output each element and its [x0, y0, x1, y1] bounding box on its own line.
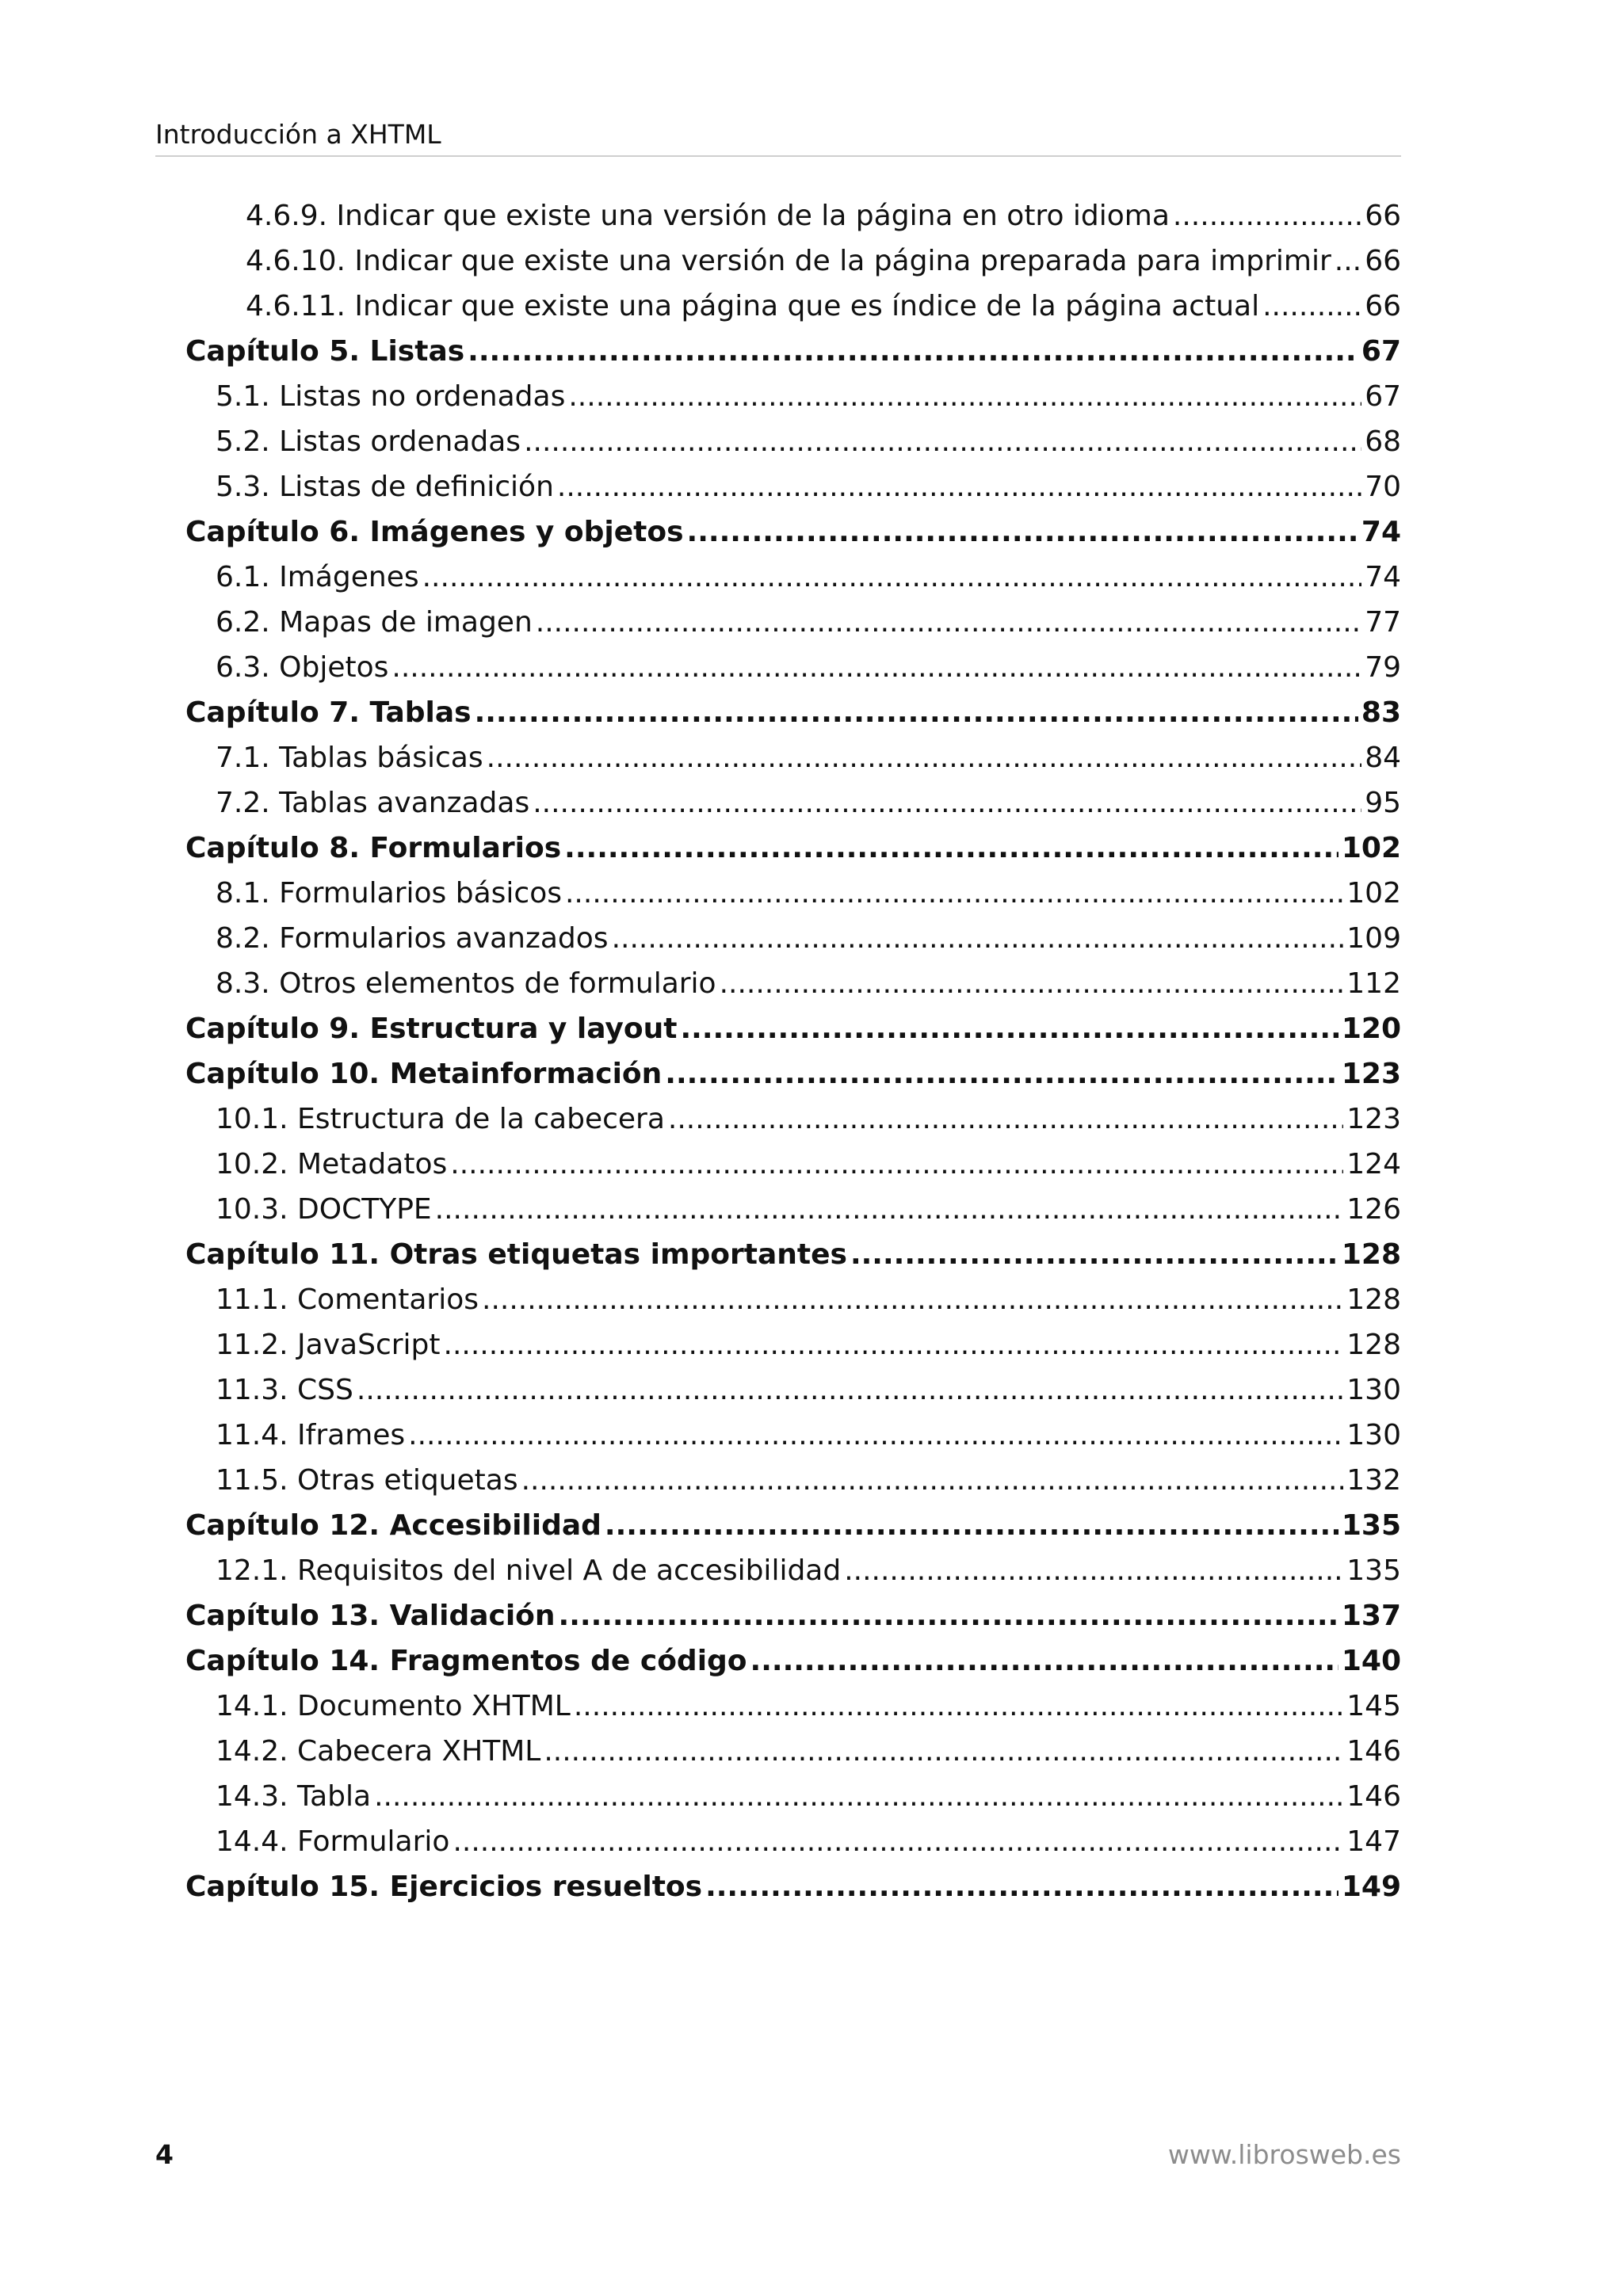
toc-entry-page: 74	[1361, 516, 1401, 548]
toc-dot-leader	[444, 1322, 1344, 1367]
toc-dot-leader	[453, 1819, 1343, 1864]
toc-section-entry[interactable]	[155, 1684, 1401, 1729]
toc-section-entry[interactable]	[155, 1774, 1401, 1819]
toc-chapter-entry[interactable]	[155, 509, 1401, 555]
toc-entry-page: 109	[1346, 922, 1401, 955]
toc-entry-title: 8.2. Formularios avanzados	[216, 922, 609, 955]
toc-chapter-entry[interactable]	[155, 1232, 1401, 1277]
toc-dot-leader	[720, 961, 1344, 1006]
toc-entry-title: 5.1. Listas no ordenadas	[216, 380, 566, 413]
toc-section-entry[interactable]	[155, 735, 1401, 780]
toc-dot-leader	[574, 1684, 1343, 1729]
toc-dot-leader	[487, 735, 1362, 780]
toc-entry-title: Capítulo 15. Ejercicios resueltos	[185, 1871, 703, 1903]
toc-entry-title: 11.3. CSS	[216, 1374, 353, 1406]
toc-entry-page: 102	[1341, 832, 1401, 864]
toc-entry-title: 6.2. Mapas de imagen	[216, 606, 533, 639]
toc-entry-title: 4.6.9. Indicar que existe una versión de la página en otro idioma	[246, 200, 1170, 232]
toc-entry-title: 7.1. Tablas básicas	[216, 742, 483, 774]
toc-dot-leader	[557, 464, 1361, 509]
toc-dot-leader	[680, 1006, 1338, 1051]
toc-dot-leader	[687, 509, 1358, 555]
toc-chapter-entry[interactable]	[155, 329, 1401, 374]
toc-entry-title: Capítulo 9. Estructura y layout	[185, 1013, 678, 1045]
toc-entry-page: 147	[1346, 1825, 1401, 1858]
toc-entry-title: 5.2. Listas ordenadas	[216, 425, 521, 458]
toc-entry-title: 14.4. Formulario	[216, 1825, 450, 1858]
toc-dot-leader	[564, 826, 1338, 871]
toc-entry-page: 67	[1361, 335, 1401, 368]
toc-entry-page: 66	[1365, 200, 1401, 232]
toc-entry-title: Capítulo 11. Otras etiquetas importantes	[185, 1238, 847, 1271]
toc-entry-title: 7.2. Tablas avanzadas	[216, 787, 530, 819]
toc-chapter-entry[interactable]	[155, 690, 1401, 735]
toc-entry-page: 77	[1365, 606, 1401, 639]
toc-entry-title: Capítulo 12. Accesibilidad	[185, 1509, 601, 1542]
toc-entry-page: 126	[1346, 1193, 1401, 1226]
toc-chapter-entry[interactable]	[155, 826, 1401, 871]
toc-entry-page: 145	[1346, 1690, 1401, 1722]
toc-entry-page: 140	[1341, 1645, 1401, 1677]
toc-section-entry[interactable]	[155, 871, 1401, 916]
toc-section-entry[interactable]	[155, 1367, 1401, 1413]
toc-entry-page: 135	[1341, 1509, 1401, 1542]
toc-dot-leader	[468, 329, 1358, 374]
website-link[interactable]: www.librosweb.es	[1167, 2139, 1401, 2170]
toc-entry-page: 70	[1365, 471, 1401, 503]
toc-dot-leader	[391, 645, 1361, 690]
toc-entry-page: 84	[1365, 742, 1401, 774]
toc-section-entry[interactable]	[155, 419, 1401, 464]
toc-entry-page: 132	[1346, 1464, 1401, 1497]
toc-entry-page: 68	[1365, 425, 1401, 458]
toc-dot-leader	[422, 555, 1362, 600]
toc-section-entry[interactable]	[155, 1413, 1401, 1458]
toc-entry-title: 10.1. Estructura de la cabecera	[216, 1103, 665, 1135]
toc-entry-page: 124	[1346, 1148, 1401, 1180]
toc-entry-title: Capítulo 7. Tablas	[185, 696, 472, 729]
toc-section-entry[interactable]	[155, 1458, 1401, 1503]
toc-entry-title: Capítulo 6. Imágenes y objetos	[185, 516, 684, 548]
toc-entry-title: 11.4. Iframes	[216, 1419, 406, 1451]
toc-entry-page: 67	[1365, 380, 1401, 413]
toc-entry-title: 4.6.10. Indicar que existe una versión de la página preparada para imprimir	[246, 245, 1331, 277]
toc-entry-title: 4.6.11. Indicar que existe una página que es índice de la página actual	[246, 290, 1260, 322]
toc-entry-page: 74	[1365, 561, 1401, 593]
toc-section-entry[interactable]	[155, 961, 1401, 1006]
toc-entry-page: 135	[1346, 1554, 1401, 1587]
toc-entry-title: 8.3. Otros elementos de formulario	[216, 967, 716, 1000]
toc-entry-title: Capítulo 13. Validación	[185, 1600, 556, 1632]
toc-entry-title: 10.3. DOCTYPE	[216, 1193, 432, 1226]
toc-dot-leader	[536, 600, 1361, 645]
toc-entry-title: 14.1. Documento XHTML	[216, 1690, 571, 1722]
toc-entry-title: 10.2. Metadatos	[216, 1148, 448, 1180]
toc-section-entry[interactable]	[155, 1322, 1401, 1367]
toc-dot-leader	[521, 1458, 1344, 1503]
toc-entry-page: 123	[1341, 1058, 1401, 1090]
toc-section-entry[interactable]	[155, 1729, 1401, 1774]
toc-dot-leader	[533, 780, 1361, 826]
toc-dot-leader	[1335, 238, 1361, 284]
toc-section-entry[interactable]	[155, 555, 1401, 600]
toc-entry-page: 130	[1346, 1419, 1401, 1451]
toc-section-entry[interactable]	[155, 238, 1401, 284]
toc-section-entry[interactable]	[155, 1548, 1401, 1593]
toc-dot-leader	[435, 1187, 1344, 1232]
toc-entry-title: 8.1. Formularios básicos	[216, 877, 562, 910]
toc-section-entry[interactable]	[155, 284, 1401, 329]
toc-entry-page: 83	[1361, 696, 1401, 729]
toc-chapter-entry[interactable]	[155, 1864, 1401, 1909]
toc-entry-title: 14.3. Tabla	[216, 1780, 372, 1813]
toc-dot-leader	[357, 1367, 1343, 1413]
toc-dot-leader	[612, 916, 1344, 961]
toc-dot-leader	[850, 1232, 1338, 1277]
toc-section-entry[interactable]	[155, 464, 1401, 509]
toc-dot-leader	[1262, 284, 1361, 329]
toc-entry-page: 146	[1346, 1735, 1401, 1768]
toc-entry-page: 112	[1346, 967, 1401, 1000]
toc-entry-page: 149	[1341, 1871, 1401, 1903]
toc-section-entry[interactable]	[155, 645, 1401, 690]
toc-entry-page: 137	[1341, 1600, 1401, 1632]
toc-entry-title: Capítulo 8. Formularios	[185, 832, 562, 864]
toc-dot-leader	[668, 1097, 1343, 1142]
toc-dot-leader	[559, 1593, 1338, 1638]
toc-section-entry[interactable]	[155, 1142, 1401, 1187]
toc-entry-page: 146	[1346, 1780, 1401, 1813]
toc-dot-leader	[475, 690, 1358, 735]
toc-entry-title: 12.1. Requisitos del nivel A de accesibilidad	[216, 1554, 842, 1587]
toc-dot-leader	[482, 1277, 1343, 1322]
toc-dot-leader	[568, 374, 1361, 419]
toc-section-entry[interactable]	[155, 1819, 1401, 1864]
toc-entry-title: 6.3. Objetos	[216, 651, 389, 684]
toc-entry-page: 128	[1346, 1329, 1401, 1361]
toc-entry-title: 14.2. Cabecera XHTML	[216, 1735, 541, 1768]
toc-section-entry[interactable]	[155, 193, 1401, 238]
toc-dot-leader	[565, 871, 1343, 916]
toc-section-entry[interactable]	[155, 374, 1401, 419]
toc-chapter-entry[interactable]	[155, 1593, 1401, 1638]
toc-dot-leader	[524, 419, 1361, 464]
toc-section-entry[interactable]	[155, 1277, 1401, 1322]
toc-entry-title: 11.2. JavaScript	[216, 1329, 441, 1361]
toc-entry-page: 120	[1341, 1013, 1401, 1045]
toc-entry-page: 79	[1365, 651, 1401, 684]
toc-dot-leader	[374, 1774, 1343, 1819]
toc-section-entry[interactable]	[155, 916, 1401, 961]
page-number: 4	[155, 2139, 174, 2170]
toc-entry-page: 128	[1341, 1238, 1401, 1271]
toc-chapter-entry[interactable]	[155, 1006, 1401, 1051]
toc-entry-title: 6.1. Imágenes	[216, 561, 419, 593]
toc-entry-title: 11.5. Otras etiquetas	[216, 1464, 518, 1497]
toc-entry-page: 95	[1365, 787, 1401, 819]
toc-entry-title: Capítulo 10. Metainformación	[185, 1058, 663, 1090]
toc-entry-page: 102	[1346, 877, 1401, 910]
toc-entry-title: 11.1. Comentarios	[216, 1283, 479, 1316]
toc-dot-leader	[1173, 193, 1361, 238]
toc-entry-title: Capítulo 14. Fragmentos de código	[185, 1645, 747, 1677]
toc-dot-leader	[408, 1413, 1343, 1458]
toc-entry-page: 128	[1346, 1283, 1401, 1316]
toc-entry-title: Capítulo 5. Listas	[185, 335, 465, 368]
toc-chapter-entry[interactable]	[155, 1503, 1401, 1548]
toc-entry-page: 123	[1346, 1103, 1401, 1135]
running-header-title: Introducción a XHTML	[155, 119, 441, 150]
toc-dot-leader	[750, 1638, 1338, 1684]
toc-dot-leader	[544, 1729, 1343, 1774]
header-divider	[155, 155, 1401, 157]
toc-dot-leader	[705, 1864, 1338, 1909]
toc-dot-leader	[605, 1503, 1338, 1548]
toc-chapter-entry[interactable]	[155, 1638, 1401, 1684]
toc-section-entry[interactable]	[155, 600, 1401, 645]
toc-entry-title: 5.3. Listas de definición	[216, 471, 554, 503]
toc-entry-page: 66	[1365, 245, 1401, 277]
toc-dot-leader	[665, 1051, 1338, 1097]
toc-dot-leader	[450, 1142, 1343, 1187]
toc-dot-leader	[844, 1548, 1343, 1593]
toc-entry-page: 66	[1365, 290, 1401, 322]
toc-entry-page: 130	[1346, 1374, 1401, 1406]
toc-section-entry[interactable]	[155, 780, 1401, 826]
toc-chapter-entry[interactable]	[155, 1051, 1401, 1097]
toc-section-entry[interactable]	[155, 1097, 1401, 1142]
toc-section-entry[interactable]	[155, 1187, 1401, 1232]
table-of-contents	[155, 193, 1401, 1909]
